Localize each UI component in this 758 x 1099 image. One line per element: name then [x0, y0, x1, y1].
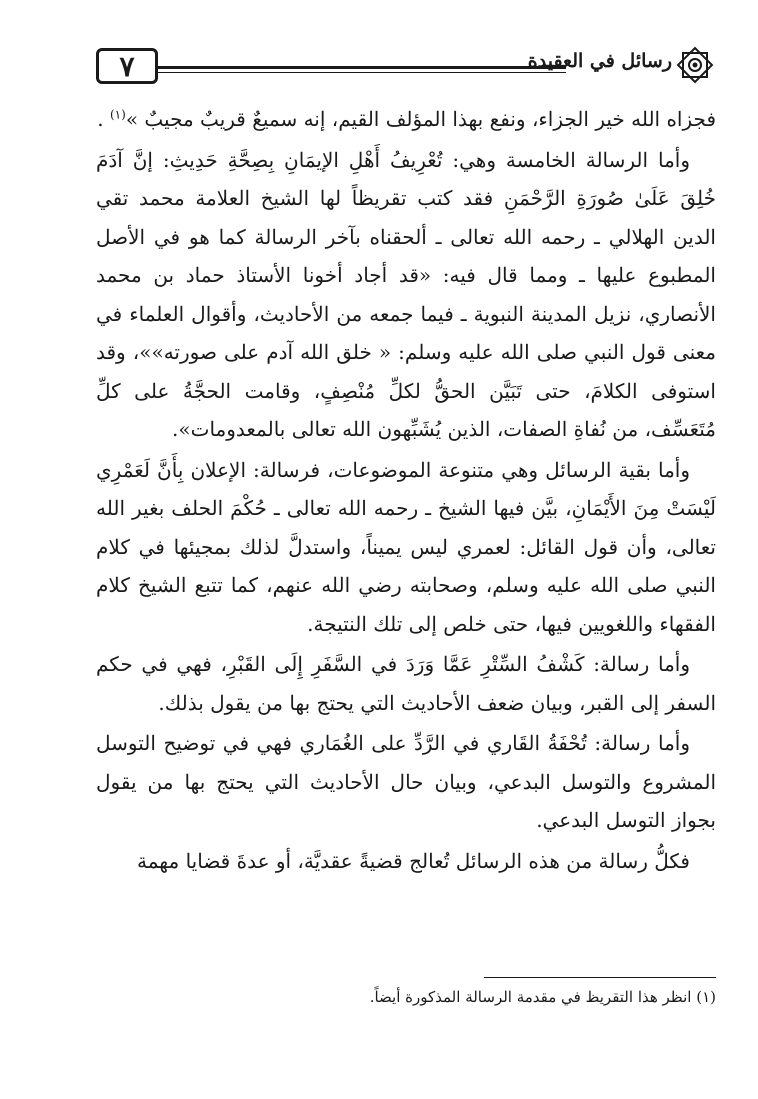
footnote-marker: (١): [109, 107, 126, 122]
paragraph-4: وأما رسالة: كَشْفُ السِّتْرِ عَمَّا وَرَدَ في السَّفَرِ إِلَى القَبْرِ، فهي في حكم السفر إلى القبر، وبيان ضعف الأحاديث التي يحتج بها من يقول بذلك.: [96, 652, 716, 715]
paragraph-1: [96, 100, 716, 139]
paragraph-1-end: .: [97, 107, 110, 131]
footnote-divider: [484, 977, 716, 978]
paragraph-5: وأما رسالة: تُحْفَةُ القَاري في الرَّدِّ على الغُمَاري فهي في توضيح التوسل المشروع والتوسل البدعي، وبيان حال الأحاديث التي يحتج بها من يقول بجواز التوسل البدعي.: [96, 731, 716, 832]
footnote: (١) انظر هذا التقريظ في مقدمة الرسالة المذكورة أيضاً.: [369, 988, 716, 1006]
page-header: [96, 44, 716, 90]
header-rule: [158, 66, 566, 69]
paragraph-3: وأما بقية الرسائل وهي متنوعة الموضوعات، فرسالة: الإعلان بِأَنَّ لَعَمْرِي لَيْسَتْ مِنَ الأَيْمَانِ، بيَّن فيها الشيخ ـ رحمه الله تعالى ـ حُكْمَ الحلف بغير الله تعالى، وأن قول القائل: لعمري ليس يميناً، واستدلَّ لذلك بمجيئها في كلام النبي صلى الله عليه وسلم، وصحابته رضي الله عنهم، كما تتبع الشيخ كلام الفقهاء واللغويين فيها، حتى خلص إلى تلك النتيجة.: [96, 457, 716, 636]
paragraph-6: فكلُّ رسالة من هذه الرسائل تُعالج قضيةً عقديَّة، أو عدةَ قضايا مهمة: [137, 848, 690, 873]
body-text: [96, 100, 716, 882]
paragraph-2: وأما الرسالة الخامسة وهي: تُعْرِيفُ أَهْلِ الإيمَانِ بِصِحَّةِ حَدِيثِ: إنَّ آدَمَ خُلِقَ عَلَىٰ صُورَةِ الرَّحْمَنِ فقد كتب تقريظاً لها الشيخ العلامة محمد تقي الدين الهلالي ـ رحمه الله تعالى ـ ألحقناه بآخر الرسالة كما هو في الأصل المطبوع عليها ـ ومما قال فيه: «قد أجاد أخونا الأستاذ حماد بن محمد الأنصاري، نزيل المدينة النبوية ـ فيما جمعه من الأحاديث، وأقوال العلماء في معنى قول النبي صلى الله عليه وسلم: « خلق الله آدم على صورته»»، وقد استوفى الكلامَ، حتى تَبَيَّن الحقُّ لكلِّ مُنْصِفٍ، وقامت الحجَّةُ على كلِّ مُتَعَسِّف، من نُفاةِ الصفات، الذين يُشَبِّهون الله تعالى بالمعدومات».: [96, 147, 717, 441]
page-number-box: [96, 48, 158, 84]
eight-point-star-icon: [674, 44, 716, 86]
header-rule-thin: [158, 72, 566, 73]
page-number: ٧: [119, 49, 135, 83]
running-title: رسائل في العقيدة: [527, 50, 672, 72]
paragraph-1-text: فجزاه الله خير الجزاء، ونفع بهذا المؤلف القيم، إنه سميعٌ قريبٌ مجيبٌ »: [125, 107, 716, 131]
